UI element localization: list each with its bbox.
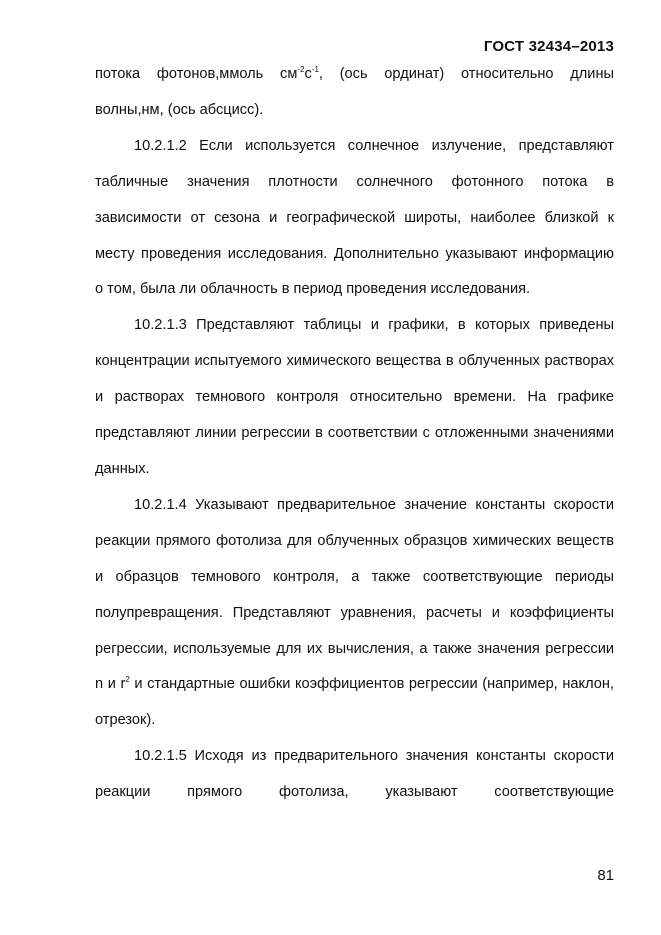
text-fragment: , (ось ординат) относительно длины [318, 66, 614, 82]
paragraph-10-2-1-4 [95, 488, 614, 739]
text-fragment: с [304, 66, 312, 82]
superscript: 2 [125, 675, 130, 685]
paragraph-line [95, 57, 614, 93]
paragraph-10-2-1-2: 10.2.1.2 Если используется солнечное излучение, представляют табличные значения плотности солнечного фотонного потока в зависимости от сезона и географической широты, наиболее близкой к месту проведения исследования. Дополнительно указывают информацию о том, была ли облачность в период проведения исследования. [95, 137, 614, 298]
paragraph-line: волны,нм, (ось абсцисс). [95, 101, 264, 118]
document-body [95, 57, 614, 811]
page-number: 81 [597, 867, 614, 884]
paragraph-10-2-1-3: 10.2.1.3 Представляют таблицы и графики, в которых приведены концентрации испытуемого химического вещества в облученных растворах и растворах темнового контроля относительно времени. На графике представляют линии регрессии в соответствии с отложенными значениями данных. [95, 317, 614, 477]
text-fragment: 10.2.1.4 Указывают предварительное значение константы скорости реакции прямого фотолиза для облученных образцов химических веществ и образцов темнового контроля, а также соответствующие периоды полупревращения. Представляют уравнения, расчеты и коэффициенты регрессии, используемые для их вычисления, а также значения регрессии n и r [95, 496, 614, 693]
document-header: ГОСТ 32434–2013 [483, 38, 614, 55]
superscript: -1 [311, 65, 319, 74]
text-fragment: потока фотонов,ммоль см [95, 66, 298, 82]
paragraph-10-2-1-5: 10.2.1.5 Исходя из предварительного значения константы скорости реакции прямого фотолиза, указывают соответствующие [95, 748, 614, 801]
paragraph-continuation [95, 57, 614, 129]
superscript: -2 [297, 65, 305, 74]
text-fragment: и стандартные ошибки коэффициентов регрессии (например, наклон, отрезок). [95, 676, 614, 729]
